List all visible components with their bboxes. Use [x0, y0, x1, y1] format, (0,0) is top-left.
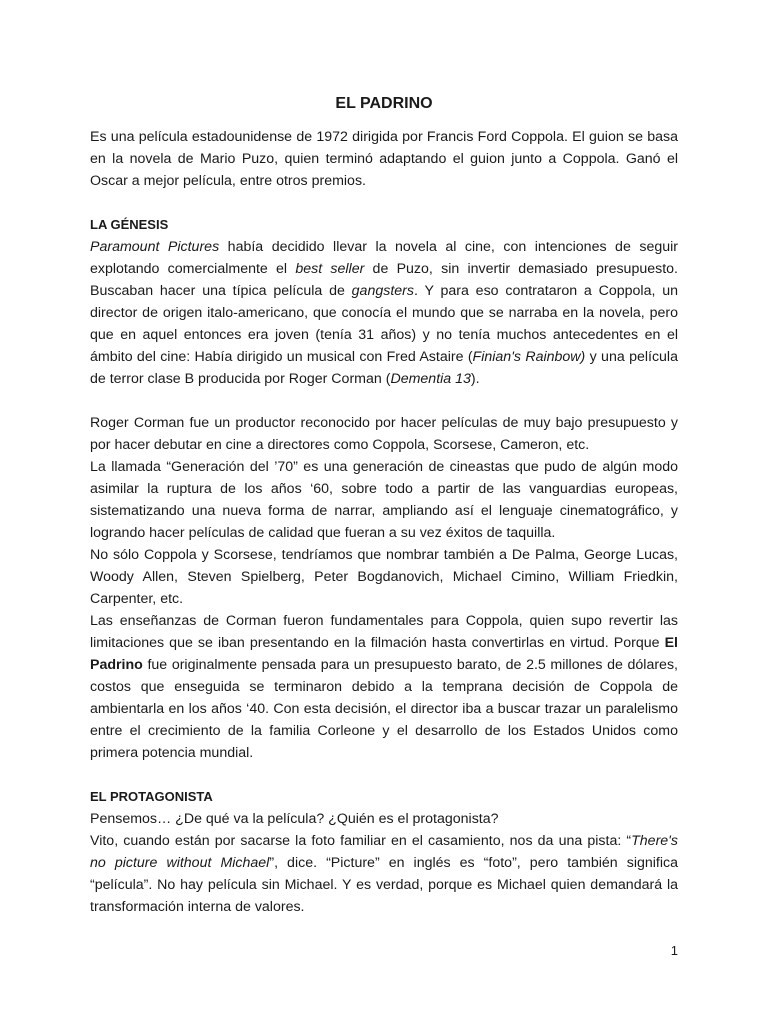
- text-run: y una película de terror clase B producida por Roger Corman (: [90, 349, 678, 387]
- protagonist-paragraph-2: [90, 830, 678, 918]
- text-run: Vito, cuando están por sacarse la foto familiar en el casamiento, nos da una pista: “: [90, 833, 632, 849]
- section-heading-protagonist: EL PROTAGONISTA: [90, 789, 213, 804]
- page-number: 1: [670, 943, 678, 958]
- italic-text: Dementia 13: [390, 371, 471, 387]
- document-title: EL PADRINO: [335, 95, 433, 112]
- section-heading-genesis: LA GÉNESIS: [90, 217, 169, 232]
- bold-text: El Padrino: [90, 635, 678, 673]
- text-run: ”, dice. “Picture” en inglés es “foto”, pero también significa “película”. No hay película sin Michael. Y es verdad, porque es Michael quien demandará la transformación interna de valores.: [90, 855, 678, 915]
- text-run: ).: [470, 371, 480, 387]
- spacer: [90, 764, 678, 786]
- genesis-paragraph-1: [90, 236, 678, 390]
- genesis-paragraph-2: Roger Corman fue un productor reconocido por hacer películas de muy bajo presupuesto y por hacer debutar en cine a directores como Coppola, Scorsese, Cameron, etc.: [90, 415, 678, 453]
- italic-text: Paramount Pictures: [90, 239, 220, 255]
- intro-paragraph: Es una película estadounidense de 1972 dirigida por Francis Ford Coppola. El guion se basa en la novela de Mario Puzo, quien terminó adaptando el guion junto a Coppola. Ganó el Oscar a mejor película, entre otros premios.: [90, 129, 678, 189]
- italic-text: gangsters: [351, 283, 414, 299]
- text-run: Las enseñanzas de Corman fueron fundamentales para Coppola, quien supo revertir las limitaciones que se iban presentando en la filmación hasta convertirlas en virtud. Porque: [90, 613, 678, 651]
- text-run: de Puzo, sin invertir demasiado presupuesto. Buscaban hacer una típica película de: [90, 261, 678, 299]
- spacer: [90, 390, 678, 412]
- italic-text: best seller: [295, 261, 365, 277]
- protagonist-paragraph-1: Pensemos… ¿De qué va la película? ¿Quién es el protagonista?: [90, 811, 499, 827]
- spacer: [90, 192, 678, 214]
- genesis-paragraph-4: No sólo Coppola y Scorsese, tendríamos que nombrar también a De Palma, George Lucas, Woody Allen, Steven Spielberg, Peter Bogdanovich, Michael Cimino, William Friedkin, Carpenter, etc.: [90, 547, 678, 607]
- text-run: . Y para eso contrataron a Coppola, un director de origen italo-americano, que conocía el mundo que se narraba en la novela, pero que en aquel entonces era joven (tenía 31 años) y no tenía muchos antecedentes en el ámbito del cine: Había dirigido un musical con Fred Astaire (: [90, 283, 678, 365]
- italic-text: Finian's Rainbow): [472, 349, 586, 365]
- text-run: fue originalmente pensada para un presupuesto barato, de 2.5 millones de dólares, costos que enseguida se terminaron debido a la temprana decisión de Coppola de ambientarla en los años ‘40. Con esta decisión, el director iba a buscar trazar un paralelismo entre el crecimiento de la familia Corleone y el desarrollo de los Estados Unidos como primera potencia mundial.: [90, 657, 678, 761]
- text-run: había decidido llevar la novela al cine, con intenciones de seguir explotando comercialmente el: [90, 239, 678, 277]
- italic-text: There's no picture without Michael: [90, 833, 678, 871]
- genesis-paragraph-5: [90, 610, 678, 764]
- genesis-paragraph-3: La llamada “Generación del ’70” es una generación de cineastas que pudo de algún modo asimilar la ruptura de los años ‘60, sobre todo a partir de las vanguardias europeas, sistematizando una nueva forma de narrar, ampliando así el lenguaje cinematográfico, y logrando hacer películas de calidad que fueran a su vez éxitos de taquilla.: [90, 459, 678, 541]
